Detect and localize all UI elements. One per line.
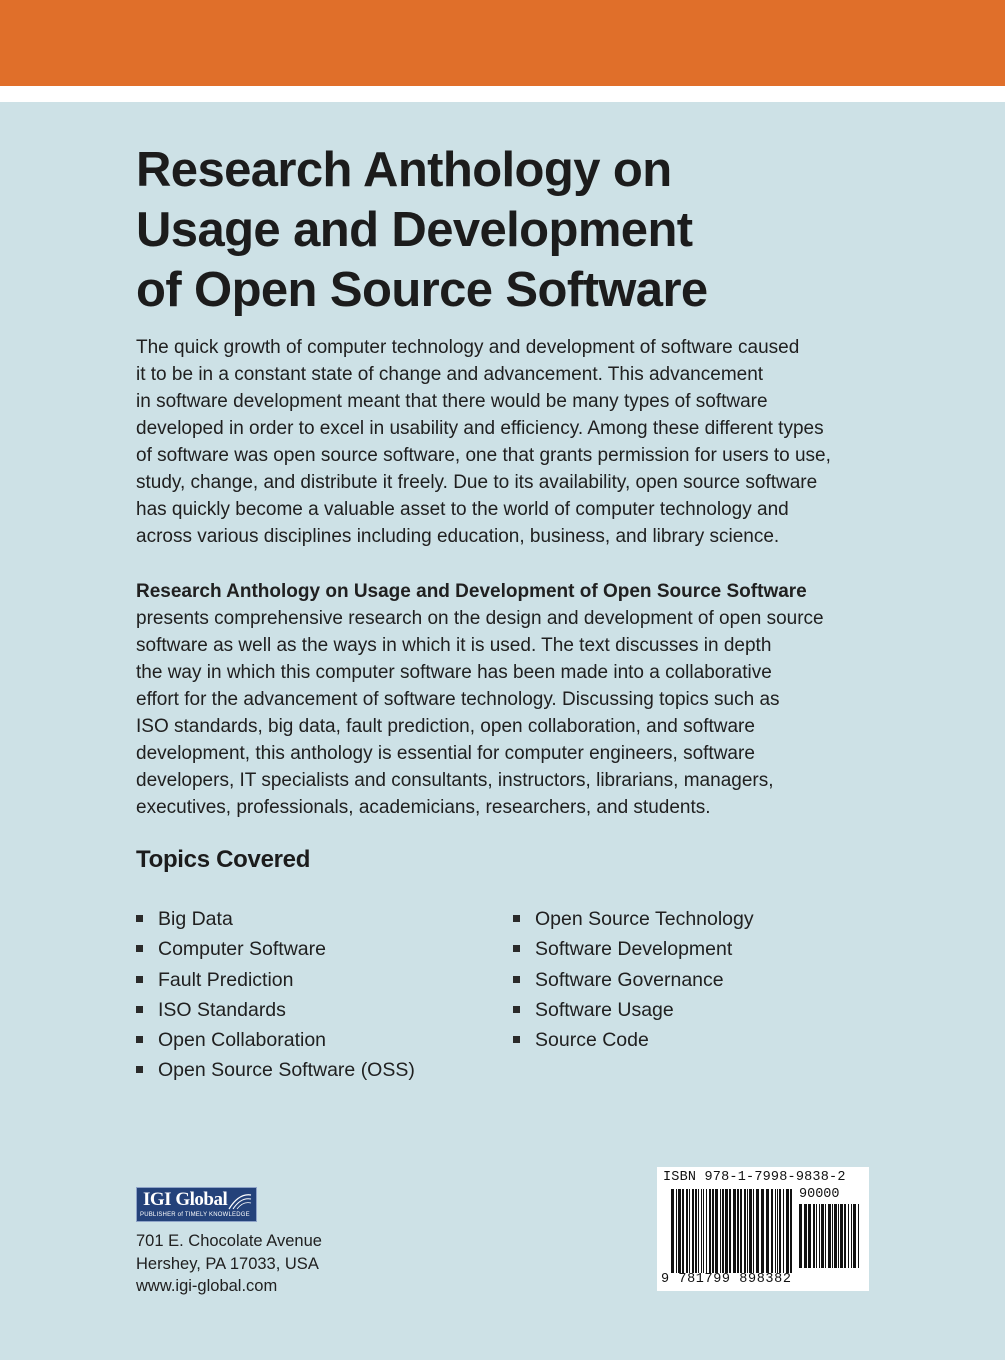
barcode-bar	[848, 1204, 849, 1268]
barcode-bar	[851, 1204, 852, 1268]
topic-label: Software Governance	[535, 968, 724, 991]
barcode-bar	[858, 1204, 859, 1268]
topic-item	[136, 934, 415, 964]
barcode-bar	[756, 1189, 759, 1273]
barcode-bar	[725, 1189, 728, 1273]
barcode-bar	[766, 1189, 769, 1273]
barcode-bar	[747, 1189, 748, 1273]
barcode-bar	[682, 1189, 684, 1273]
barcode-bar	[783, 1189, 784, 1273]
paragraph-line: study, change, and distribute it freely. Due to its availability, open source software	[136, 472, 818, 493]
topic-item	[513, 965, 754, 995]
topic-item	[513, 934, 754, 964]
topic-label: Source Code	[535, 1029, 649, 1052]
topic-item	[136, 1025, 415, 1055]
website-link[interactable]: www.igi-global.com	[136, 1277, 278, 1295]
barcode-bar	[786, 1189, 789, 1273]
ean-barcode-bars	[671, 1189, 795, 1273]
barcode-bar	[671, 1189, 674, 1273]
barcode-bar	[832, 1204, 833, 1268]
book-title	[136, 140, 896, 320]
barcode-bar	[775, 1189, 776, 1273]
paragraph-line: The quick growth of computer technology and development of software caused	[136, 337, 800, 358]
barcode-bar	[744, 1189, 746, 1273]
square-bullet-icon	[136, 1006, 143, 1013]
title-line: of Open Source Software	[136, 263, 708, 317]
barcode-bar	[804, 1204, 807, 1268]
barcode-bar	[790, 1189, 792, 1273]
barcode-bar	[715, 1189, 718, 1273]
square-bullet-icon	[136, 1066, 143, 1073]
description-paragraph-1	[136, 334, 886, 550]
address-line: Hershey, PA 17033, USA	[136, 1254, 319, 1273]
topic-item	[513, 995, 754, 1025]
square-bullet-icon	[136, 915, 143, 922]
topic-item	[513, 1025, 754, 1055]
isbn-barcode	[657, 1167, 869, 1291]
topic-item	[136, 1055, 415, 1085]
paragraph-line: presents comprehensive research on the design and development of open source	[136, 608, 824, 629]
topic-label: Open Source Software (OSS)	[158, 1059, 415, 1082]
paragraph-line: it to be in a constant state of change and advancement. This advancement	[136, 364, 764, 385]
barcode-bar	[698, 1189, 699, 1273]
square-bullet-icon	[513, 945, 520, 952]
barcode-bar	[838, 1204, 839, 1268]
paragraph-line: effort for the advancement of software technology. Discussing topics such as	[136, 689, 780, 710]
paragraph-line: developers, IT specialists and consultants, instructors, librarians, managers,	[136, 770, 774, 791]
barcode-bar	[761, 1189, 764, 1273]
barcode-bar	[722, 1189, 724, 1273]
topics-heading: Topics Covered	[136, 846, 311, 873]
barcode-bar	[678, 1189, 681, 1273]
ean-digits: 9 781799 898382	[661, 1272, 792, 1287]
barcode-bar	[834, 1204, 837, 1268]
paragraph-line: has quickly become a valuable asset to the world of computer technology and	[136, 499, 789, 520]
square-bullet-icon	[513, 1036, 520, 1043]
topic-item	[136, 904, 415, 934]
barcode-bar	[844, 1204, 846, 1268]
square-bullet-icon	[136, 1036, 143, 1043]
topic-label: Open Collaboration	[158, 1029, 327, 1052]
barcode-bar	[706, 1189, 707, 1273]
paragraph-line: in software development meant that there would be many types of software	[136, 391, 768, 412]
paragraph-line: across various disciplines including education, business, and library science.	[136, 526, 780, 547]
barcode-bar	[740, 1189, 742, 1273]
barcode-bar	[701, 1189, 702, 1273]
topic-label: ISO Standards	[158, 998, 286, 1021]
topic-item	[136, 965, 415, 995]
barcode-bar	[709, 1189, 711, 1273]
description-paragraph-2	[136, 578, 886, 821]
logo-tagline: PUBLISHER of TIMELY KNOWLEDGE	[140, 1212, 250, 1218]
paragraph-line: ISO standards, big data, fault prediction, open collaboration, and software	[136, 716, 755, 737]
barcode-bar	[737, 1189, 739, 1273]
logo-arcs-icon	[227, 1191, 253, 1211]
title-line: Usage and Development	[136, 203, 693, 257]
barcode-bar	[825, 1204, 826, 1268]
barcode-bar	[749, 1189, 752, 1273]
topics-list-right	[513, 904, 754, 1055]
igi-global-logo	[136, 1187, 257, 1222]
topic-label: Open Source Technology	[535, 908, 754, 930]
topic-label: Fault Prediction	[158, 968, 294, 991]
barcode-bar	[720, 1189, 721, 1273]
publisher-address	[136, 1230, 322, 1298]
paragraph-line: developed in order to excel in usability and efficiency. Among these different types	[136, 418, 824, 439]
topic-item	[136, 995, 415, 1025]
barcode-bar	[676, 1189, 677, 1273]
barcode-bar	[828, 1204, 831, 1268]
top-color-band	[0, 0, 1005, 86]
square-bullet-icon	[513, 1006, 520, 1013]
barcode-bar	[712, 1189, 714, 1273]
isbn-text: ISBN 978-1-7998-9838-2	[663, 1170, 846, 1185]
barcode-bar	[689, 1189, 690, 1273]
topic-label: Software Development	[535, 938, 733, 961]
barcode-bar	[729, 1189, 731, 1273]
paragraph-line: the way in which this computer software has been made into a collaborative	[136, 662, 772, 683]
topic-item	[513, 904, 754, 934]
barcode-bar	[813, 1204, 815, 1268]
paragraph-bold-title	[136, 578, 886, 605]
barcode-bar	[692, 1189, 694, 1273]
paragraph-line: software as well as the ways in which it is used. The text discusses in depth	[136, 635, 772, 656]
address-line: 701 E. Chocolate Avenue	[136, 1232, 322, 1250]
paragraph-line: development, this anthology is essential for computer engineers, software	[136, 743, 755, 764]
barcode-bar	[771, 1189, 773, 1273]
barcode-bar	[808, 1204, 811, 1268]
title-line: Research Anthology on	[136, 143, 672, 197]
price-code: 90000	[799, 1187, 840, 1202]
barcode-bar	[733, 1189, 736, 1273]
square-bullet-icon	[136, 976, 143, 983]
paragraph-line: executives, professionals, academicians, researchers, and students.	[136, 797, 711, 818]
price-barcode-bars	[799, 1204, 861, 1268]
topic-label: Software Usage	[535, 998, 674, 1021]
logo-wordmark: IGI Global	[143, 1189, 228, 1210]
barcode-bar	[686, 1189, 688, 1273]
barcode-bar	[819, 1204, 820, 1268]
barcode-bar	[777, 1189, 778, 1273]
barcode-bar	[821, 1204, 824, 1268]
barcode-bar	[703, 1189, 704, 1273]
square-bullet-icon	[136, 945, 143, 952]
topic-label: Computer Software	[158, 938, 326, 961]
bold-book-title: Research Anthology on Usage and Development of Open Source Software	[136, 581, 807, 602]
barcode-bar	[853, 1204, 856, 1268]
barcode-bar	[840, 1204, 843, 1268]
barcode-bar	[779, 1189, 781, 1273]
square-bullet-icon	[513, 976, 520, 983]
topics-list-left	[136, 904, 415, 1086]
square-bullet-icon	[513, 915, 520, 922]
barcode-bar	[753, 1189, 754, 1273]
barcode-bar	[799, 1204, 802, 1268]
topic-label: Big Data	[158, 908, 233, 930]
paragraph-line: of software was open source software, one that grants permission for users to use,	[136, 445, 831, 466]
barcode-bar	[695, 1189, 697, 1273]
barcode-bar	[816, 1204, 817, 1268]
